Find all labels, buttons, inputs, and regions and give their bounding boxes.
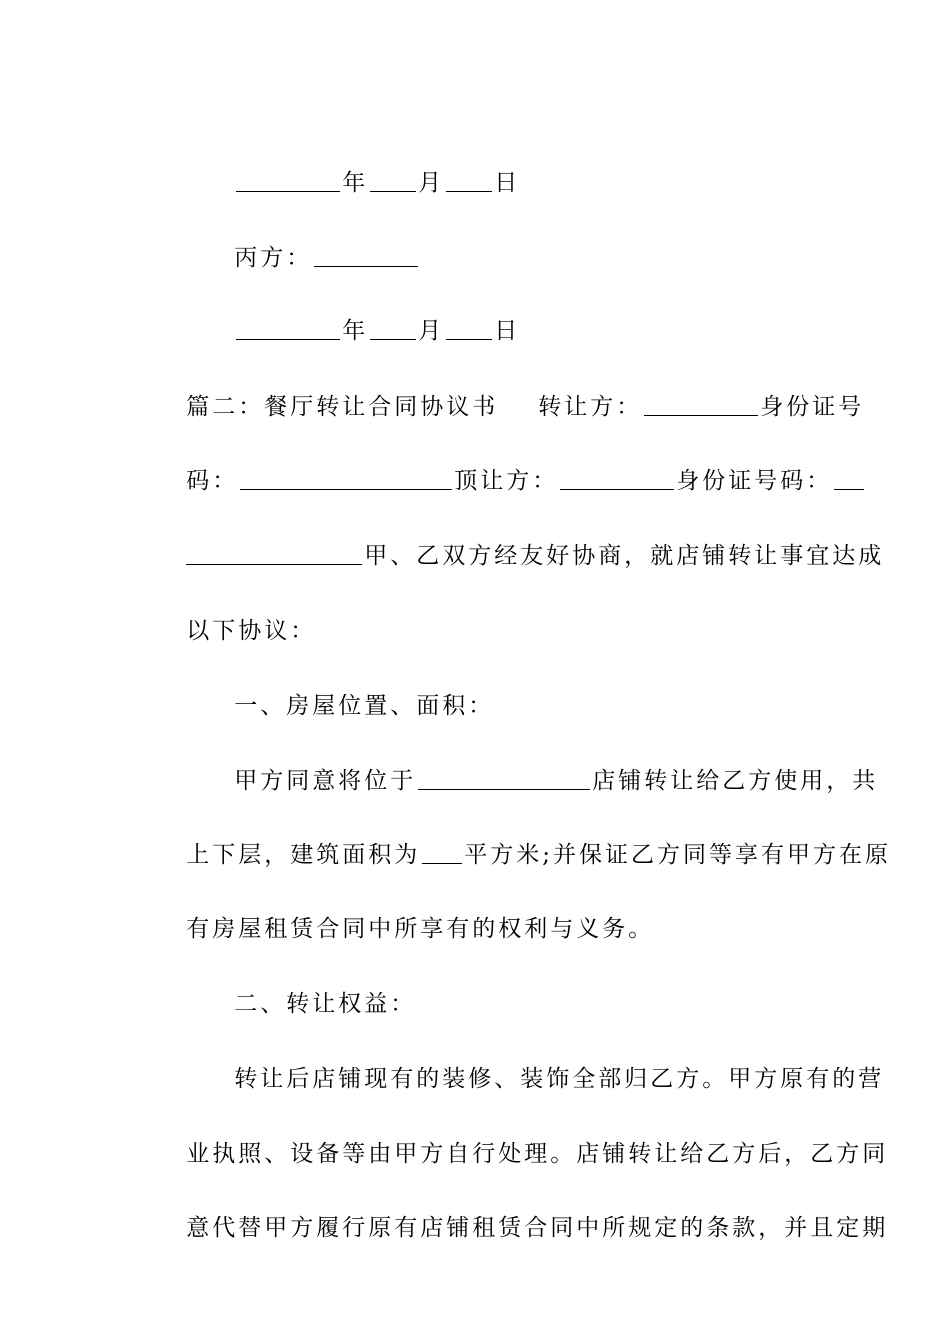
paragraph-text: 转让后店铺现有的装修、装饰全部归乙方。甲方原有的营 (234, 1066, 885, 1092)
transferor-label: 转让方： (538, 394, 643, 420)
paragraph-text: 以下协议： (186, 618, 317, 644)
party-c-label: 丙方： (234, 245, 313, 271)
paragraph-text: 平方米;并保证乙方同等享有甲方在原 (464, 842, 891, 868)
paragraph-text: 意代替甲方履行原有店铺租赁合同中所规定的条款，并且定期 (186, 1215, 889, 1241)
paragraph-text: 店铺转让给乙方使用，共 (592, 768, 879, 794)
year-label: 年 (342, 318, 369, 344)
section-heading-text: 一、房屋位置、面积： (234, 693, 495, 719)
month-label: 月 (418, 318, 445, 344)
id-number-label: 身份证号 (760, 394, 865, 420)
month-blank (370, 171, 416, 192)
transferee-blank (560, 469, 674, 490)
id-blank (240, 469, 452, 490)
paragraph-text: 上下层，建筑面积为 (186, 842, 421, 868)
month-blank (370, 319, 416, 340)
id-number-label: 身份证号码： (676, 468, 833, 494)
id-code-label: 码： (186, 468, 239, 494)
day-blank (446, 171, 492, 192)
transferor-blank (644, 395, 758, 416)
party-c-blank (314, 246, 418, 267)
agreement-intro-text: 甲、乙双方经友好协商，就店铺转让事宜达成 (364, 543, 885, 569)
year-blank (236, 319, 340, 340)
paragraph-text: 业执照、设备等由甲方自行处理。店铺转让给乙方后，乙方同 (186, 1141, 889, 1167)
paragraph-text: 有房屋租赁合同中所享有的权利与义务。 (186, 916, 655, 942)
month-label: 月 (418, 170, 445, 196)
location-blank (418, 769, 590, 790)
section-title: 篇二：餐厅转让合同协议书 (186, 394, 499, 420)
day-label: 日 (494, 318, 521, 344)
paragraph-text: 甲方同意将位于 (234, 768, 417, 794)
id-blank (186, 544, 362, 565)
year-label: 年 (342, 170, 369, 196)
year-blank (236, 171, 340, 192)
day-blank (446, 319, 492, 340)
id-blank (834, 469, 864, 490)
section-heading-text: 二、转让权益： (234, 991, 417, 1017)
day-label: 日 (494, 170, 521, 196)
transferee-label: 顶让方： (454, 468, 559, 494)
area-blank (422, 843, 462, 864)
paragraph-line (145, 1183, 888, 1273)
